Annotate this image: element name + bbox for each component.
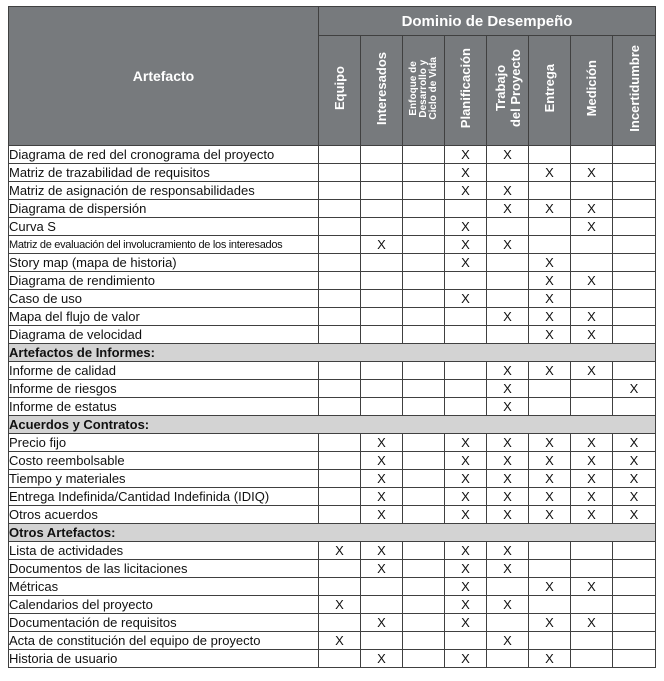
artifact-name: Calendarios del proyecto xyxy=(9,596,319,614)
column-header-enfoque-desarrollo: Enfoque de Desarrollo y Ciclo de Vida xyxy=(403,36,445,146)
mark-cell-planificacion: X xyxy=(445,470,487,488)
table-row xyxy=(9,380,656,398)
mark-cell-entrega xyxy=(529,380,571,398)
mark-cell-trabajo-proyecto xyxy=(487,272,529,290)
mark-cell-medicion: X xyxy=(571,488,613,506)
mark-cell-equipo xyxy=(319,452,361,470)
mark-cell-planificacion xyxy=(445,308,487,326)
mark-cell-medicion: X xyxy=(571,164,613,182)
mark-cell-trabajo-proyecto xyxy=(487,578,529,596)
mark-cell-entrega: X xyxy=(529,164,571,182)
mark-cell-equipo xyxy=(319,434,361,452)
mark-cell-equipo xyxy=(319,470,361,488)
mark-cell-trabajo-proyecto: X xyxy=(487,632,529,650)
mark-cell-enfoque-desarrollo xyxy=(403,236,445,254)
table-row xyxy=(9,200,656,218)
mark-cell-enfoque-desarrollo xyxy=(403,272,445,290)
mark-cell-incertidumbre xyxy=(613,290,656,308)
mark-cell-medicion xyxy=(571,236,613,254)
artifact-name: Documentación de requisitos xyxy=(9,614,319,632)
artifact-name: Matriz de trazabilidad de requisitos xyxy=(9,164,319,182)
mark-cell-equipo xyxy=(319,614,361,632)
mark-cell-incertidumbre xyxy=(613,308,656,326)
mark-cell-entrega: X xyxy=(529,308,571,326)
mark-cell-trabajo-proyecto xyxy=(487,326,529,344)
mark-cell-medicion: X xyxy=(571,614,613,632)
mark-cell-trabajo-proyecto xyxy=(487,290,529,308)
mark-cell-incertidumbre xyxy=(613,560,656,578)
mark-cell-entrega: X xyxy=(529,578,571,596)
table-row xyxy=(9,362,656,380)
table-row xyxy=(9,542,656,560)
mark-cell-planificacion: X xyxy=(445,596,487,614)
mark-cell-interesados xyxy=(361,326,403,344)
mark-cell-incertidumbre: X xyxy=(613,434,656,452)
artifacts-matrix-table xyxy=(8,6,656,668)
mark-cell-incertidumbre xyxy=(613,650,656,668)
section-row xyxy=(9,524,656,542)
artifact-name: Informe de calidad xyxy=(9,362,319,380)
mark-cell-medicion xyxy=(571,650,613,668)
mark-cell-enfoque-desarrollo xyxy=(403,380,445,398)
mark-cell-medicion: X xyxy=(571,506,613,524)
mark-cell-medicion: X xyxy=(571,578,613,596)
mark-cell-equipo xyxy=(319,200,361,218)
mark-cell-interesados xyxy=(361,362,403,380)
mark-cell-entrega: X xyxy=(529,200,571,218)
mark-cell-trabajo-proyecto: X xyxy=(487,488,529,506)
mark-cell-equipo: X xyxy=(319,596,361,614)
artifact-name: Story map (mapa de historia) xyxy=(9,254,319,272)
artifact-name: Caso de uso xyxy=(9,290,319,308)
mark-cell-trabajo-proyecto xyxy=(487,650,529,668)
mark-cell-enfoque-desarrollo xyxy=(403,254,445,272)
mark-cell-interesados: X xyxy=(361,542,403,560)
mark-cell-entrega xyxy=(529,398,571,416)
mark-cell-medicion: X xyxy=(571,452,613,470)
mark-cell-entrega: X xyxy=(529,506,571,524)
mark-cell-incertidumbre: X xyxy=(613,470,656,488)
column-header-planificacion: Planificación xyxy=(445,36,487,146)
artifact-name: Informe de riesgos xyxy=(9,380,319,398)
mark-cell-entrega: X xyxy=(529,290,571,308)
mark-cell-incertidumbre xyxy=(613,218,656,236)
mark-cell-entrega: X xyxy=(529,362,571,380)
mark-cell-entrega: X xyxy=(529,254,571,272)
table-row xyxy=(9,614,656,632)
mark-cell-planificacion: X xyxy=(445,506,487,524)
mark-cell-equipo xyxy=(319,290,361,308)
mark-cell-entrega: X xyxy=(529,452,571,470)
mark-cell-planificacion: X xyxy=(445,560,487,578)
section-label: Artefactos de Informes: xyxy=(9,344,656,362)
mark-cell-enfoque-desarrollo xyxy=(403,290,445,308)
mark-cell-interesados xyxy=(361,254,403,272)
mark-cell-planificacion: X xyxy=(445,650,487,668)
mark-cell-incertidumbre: X xyxy=(613,506,656,524)
mark-cell-trabajo-proyecto xyxy=(487,218,529,236)
mark-cell-trabajo-proyecto: X xyxy=(487,146,529,164)
mark-cell-interesados xyxy=(361,290,403,308)
mark-cell-equipo: X xyxy=(319,632,361,650)
table-row xyxy=(9,596,656,614)
mark-cell-planificacion: X xyxy=(445,434,487,452)
artifact-name: Informe de estatus xyxy=(9,398,319,416)
mark-cell-enfoque-desarrollo xyxy=(403,614,445,632)
mark-cell-incertidumbre xyxy=(613,542,656,560)
mark-cell-planificacion: X xyxy=(445,578,487,596)
mark-cell-equipo xyxy=(319,146,361,164)
table-row xyxy=(9,218,656,236)
mark-cell-entrega xyxy=(529,182,571,200)
mark-cell-interesados xyxy=(361,218,403,236)
mark-cell-interesados xyxy=(361,398,403,416)
column-header-medicion: Medición xyxy=(571,36,613,146)
mark-cell-incertidumbre xyxy=(613,596,656,614)
mark-cell-equipo xyxy=(319,362,361,380)
mark-cell-medicion xyxy=(571,560,613,578)
mark-cell-incertidumbre xyxy=(613,326,656,344)
mark-cell-incertidumbre xyxy=(613,182,656,200)
mark-cell-planificacion: X xyxy=(445,236,487,254)
mark-cell-trabajo-proyecto: X xyxy=(487,542,529,560)
artifact-name: Lista de actividades xyxy=(9,542,319,560)
mark-cell-incertidumbre xyxy=(613,398,656,416)
mark-cell-equipo xyxy=(319,182,361,200)
table-row xyxy=(9,632,656,650)
mark-cell-medicion xyxy=(571,254,613,272)
mark-cell-equipo xyxy=(319,488,361,506)
mark-cell-interesados: X xyxy=(361,236,403,254)
mark-cell-incertidumbre xyxy=(613,272,656,290)
mark-cell-medicion xyxy=(571,182,613,200)
mark-cell-trabajo-proyecto: X xyxy=(487,506,529,524)
mark-cell-trabajo-proyecto: X xyxy=(487,236,529,254)
artifact-name: Matriz de asignación de responsabilidades xyxy=(9,182,319,200)
mark-cell-interesados: X xyxy=(361,452,403,470)
mark-cell-enfoque-desarrollo xyxy=(403,470,445,488)
section-label: Otros Artefactos: xyxy=(9,524,656,542)
table-row xyxy=(9,164,656,182)
mark-cell-planificacion: X xyxy=(445,218,487,236)
mark-cell-enfoque-desarrollo xyxy=(403,632,445,650)
mark-cell-planificacion: X xyxy=(445,146,487,164)
section-row xyxy=(9,416,656,434)
artifact-name: Otros acuerdos xyxy=(9,506,319,524)
mark-cell-interesados xyxy=(361,182,403,200)
mark-cell-enfoque-desarrollo xyxy=(403,218,445,236)
mark-cell-planificacion: X xyxy=(445,614,487,632)
mark-cell-interesados xyxy=(361,272,403,290)
mark-cell-entrega xyxy=(529,596,571,614)
mark-cell-enfoque-desarrollo xyxy=(403,200,445,218)
mark-cell-enfoque-desarrollo xyxy=(403,308,445,326)
mark-cell-incertidumbre xyxy=(613,200,656,218)
artifact-name: Precio fijo xyxy=(9,434,319,452)
artifact-name: Diagrama de red del cronograma del proyecto xyxy=(9,146,319,164)
artifact-name: Matriz de evaluación del involucramiento de los interesados xyxy=(9,236,319,254)
mark-cell-trabajo-proyecto: X xyxy=(487,362,529,380)
mark-cell-interesados: X xyxy=(361,506,403,524)
mark-cell-incertidumbre: X xyxy=(613,452,656,470)
column-header-entrega: Entrega xyxy=(529,36,571,146)
column-header-equipo: Equipo xyxy=(319,36,361,146)
table-row xyxy=(9,146,656,164)
table-row xyxy=(9,434,656,452)
mark-cell-trabajo-proyecto: X xyxy=(487,470,529,488)
mark-cell-equipo xyxy=(319,236,361,254)
mark-cell-enfoque-desarrollo xyxy=(403,434,445,452)
mark-cell-medicion: X xyxy=(571,326,613,344)
table-row xyxy=(9,290,656,308)
artifact-name: Diagrama de dispersión xyxy=(9,200,319,218)
mark-cell-interesados: X xyxy=(361,470,403,488)
mark-cell-equipo xyxy=(319,254,361,272)
mark-cell-entrega: X xyxy=(529,614,571,632)
artifact-name: Costo reembolsable xyxy=(9,452,319,470)
artifact-name: Diagrama de rendimiento xyxy=(9,272,319,290)
mark-cell-entrega: X xyxy=(529,488,571,506)
mark-cell-entrega: X xyxy=(529,326,571,344)
mark-cell-planificacion: X xyxy=(445,452,487,470)
mark-cell-planificacion: X xyxy=(445,542,487,560)
mark-cell-entrega xyxy=(529,146,571,164)
mark-cell-incertidumbre xyxy=(613,614,656,632)
mark-cell-interesados: X xyxy=(361,614,403,632)
mark-cell-planificacion: X xyxy=(445,488,487,506)
mark-cell-medicion xyxy=(571,380,613,398)
section-row xyxy=(9,344,656,362)
mark-cell-medicion xyxy=(571,632,613,650)
mark-cell-medicion xyxy=(571,290,613,308)
mark-cell-interesados xyxy=(361,164,403,182)
mark-cell-equipo xyxy=(319,164,361,182)
mark-cell-interesados: X xyxy=(361,650,403,668)
mark-cell-incertidumbre: X xyxy=(613,380,656,398)
mark-cell-interesados xyxy=(361,632,403,650)
mark-cell-equipo xyxy=(319,506,361,524)
mark-cell-interesados: X xyxy=(361,560,403,578)
mark-cell-trabajo-proyecto: X xyxy=(487,398,529,416)
artifact-name: Documentos de las licitaciones xyxy=(9,560,319,578)
mark-cell-enfoque-desarrollo xyxy=(403,326,445,344)
mark-cell-enfoque-desarrollo xyxy=(403,650,445,668)
mark-cell-entrega xyxy=(529,560,571,578)
mark-cell-enfoque-desarrollo xyxy=(403,506,445,524)
table-row xyxy=(9,560,656,578)
mark-cell-medicion: X xyxy=(571,272,613,290)
mark-cell-equipo xyxy=(319,218,361,236)
mark-cell-interesados: X xyxy=(361,434,403,452)
mark-cell-planificacion xyxy=(445,326,487,344)
artifact-name: Diagrama de velocidad xyxy=(9,326,319,344)
column-header-trabajo-proyecto: Trabajo del Proyecto xyxy=(487,36,529,146)
artifact-name: Historia de usuario xyxy=(9,650,319,668)
mark-cell-medicion xyxy=(571,596,613,614)
mark-cell-enfoque-desarrollo xyxy=(403,398,445,416)
mark-cell-enfoque-desarrollo xyxy=(403,560,445,578)
mark-cell-planificacion xyxy=(445,272,487,290)
mark-cell-medicion xyxy=(571,542,613,560)
mark-cell-interesados xyxy=(361,308,403,326)
mark-cell-trabajo-proyecto: X xyxy=(487,182,529,200)
mark-cell-medicion: X xyxy=(571,362,613,380)
column-header-incertidumbre: Incertidumbre xyxy=(613,36,656,146)
mark-cell-trabajo-proyecto: X xyxy=(487,380,529,398)
mark-cell-enfoque-desarrollo xyxy=(403,542,445,560)
mark-cell-entrega: X xyxy=(529,650,571,668)
mark-cell-enfoque-desarrollo xyxy=(403,362,445,380)
artifact-name: Acta de constitución del equipo de proyecto xyxy=(9,632,319,650)
table-row xyxy=(9,578,656,596)
mark-cell-medicion: X xyxy=(571,200,613,218)
mark-cell-planificacion: X xyxy=(445,164,487,182)
mark-cell-trabajo-proyecto: X xyxy=(487,308,529,326)
table-row xyxy=(9,398,656,416)
mark-cell-entrega: X xyxy=(529,470,571,488)
mark-cell-equipo xyxy=(319,272,361,290)
mark-cell-trabajo-proyecto: X xyxy=(487,560,529,578)
table-row xyxy=(9,272,656,290)
artifact-name: Tiempo y materiales xyxy=(9,470,319,488)
mark-cell-interesados xyxy=(361,200,403,218)
mark-cell-equipo xyxy=(319,380,361,398)
artifact-name: Curva S xyxy=(9,218,319,236)
mark-cell-medicion: X xyxy=(571,434,613,452)
table-row xyxy=(9,452,656,470)
mark-cell-planificacion: X xyxy=(445,254,487,272)
table-row xyxy=(9,326,656,344)
mark-cell-medicion xyxy=(571,146,613,164)
column-header-interesados: Interesados xyxy=(361,36,403,146)
table-row xyxy=(9,236,656,254)
mark-cell-incertidumbre xyxy=(613,632,656,650)
mark-cell-interesados xyxy=(361,380,403,398)
table-row xyxy=(9,308,656,326)
mark-cell-enfoque-desarrollo xyxy=(403,182,445,200)
mark-cell-interesados xyxy=(361,578,403,596)
mark-cell-equipo xyxy=(319,650,361,668)
table-row xyxy=(9,488,656,506)
mark-cell-equipo xyxy=(319,578,361,596)
mark-cell-planificacion xyxy=(445,380,487,398)
table-row xyxy=(9,506,656,524)
mark-cell-entrega xyxy=(529,218,571,236)
table-row xyxy=(9,182,656,200)
mark-cell-trabajo-proyecto xyxy=(487,614,529,632)
mark-cell-medicion xyxy=(571,398,613,416)
mark-cell-incertidumbre xyxy=(613,578,656,596)
mark-cell-equipo xyxy=(319,398,361,416)
mark-cell-enfoque-desarrollo xyxy=(403,488,445,506)
mark-cell-entrega: X xyxy=(529,434,571,452)
mark-cell-enfoque-desarrollo xyxy=(403,452,445,470)
mark-cell-planificacion xyxy=(445,362,487,380)
mark-cell-trabajo-proyecto: X xyxy=(487,200,529,218)
mark-cell-entrega xyxy=(529,236,571,254)
section-label: Acuerdos y Contratos: xyxy=(9,416,656,434)
table-row xyxy=(9,470,656,488)
mark-cell-planificacion xyxy=(445,398,487,416)
mark-cell-medicion: X xyxy=(571,470,613,488)
mark-cell-entrega xyxy=(529,632,571,650)
mark-cell-incertidumbre: X xyxy=(613,488,656,506)
artifact-name: Mapa del flujo de valor xyxy=(9,308,319,326)
mark-cell-trabajo-proyecto: X xyxy=(487,596,529,614)
mark-cell-incertidumbre xyxy=(613,254,656,272)
mark-cell-entrega xyxy=(529,542,571,560)
artifact-name: Entrega Indefinida/Cantidad Indefinida (IDIQ) xyxy=(9,488,319,506)
mark-cell-trabajo-proyecto xyxy=(487,254,529,272)
mark-cell-interesados xyxy=(361,146,403,164)
mark-cell-interesados xyxy=(361,596,403,614)
mark-cell-enfoque-desarrollo xyxy=(403,578,445,596)
mark-cell-medicion: X xyxy=(571,218,613,236)
mark-cell-equipo xyxy=(319,308,361,326)
mark-cell-equipo: X xyxy=(319,542,361,560)
mark-cell-incertidumbre xyxy=(613,164,656,182)
artefacto-header: Artefacto xyxy=(9,7,319,146)
mark-cell-planificacion: X xyxy=(445,182,487,200)
dominio-header: Dominio de Desempeño xyxy=(319,7,656,36)
mark-cell-trabajo-proyecto xyxy=(487,164,529,182)
mark-cell-entrega: X xyxy=(529,272,571,290)
mark-cell-incertidumbre xyxy=(613,146,656,164)
mark-cell-planificacion xyxy=(445,632,487,650)
mark-cell-equipo xyxy=(319,560,361,578)
mark-cell-incertidumbre xyxy=(613,362,656,380)
mark-cell-equipo xyxy=(319,326,361,344)
mark-cell-medicion: X xyxy=(571,308,613,326)
mark-cell-trabajo-proyecto: X xyxy=(487,434,529,452)
mark-cell-enfoque-desarrollo xyxy=(403,146,445,164)
mark-cell-trabajo-proyecto: X xyxy=(487,452,529,470)
table-row xyxy=(9,650,656,668)
mark-cell-incertidumbre xyxy=(613,236,656,254)
mark-cell-planificacion xyxy=(445,200,487,218)
mark-cell-enfoque-desarrollo xyxy=(403,164,445,182)
mark-cell-planificacion: X xyxy=(445,290,487,308)
mark-cell-interesados: X xyxy=(361,488,403,506)
artifact-name: Métricas xyxy=(9,578,319,596)
table-row xyxy=(9,254,656,272)
mark-cell-enfoque-desarrollo xyxy=(403,596,445,614)
